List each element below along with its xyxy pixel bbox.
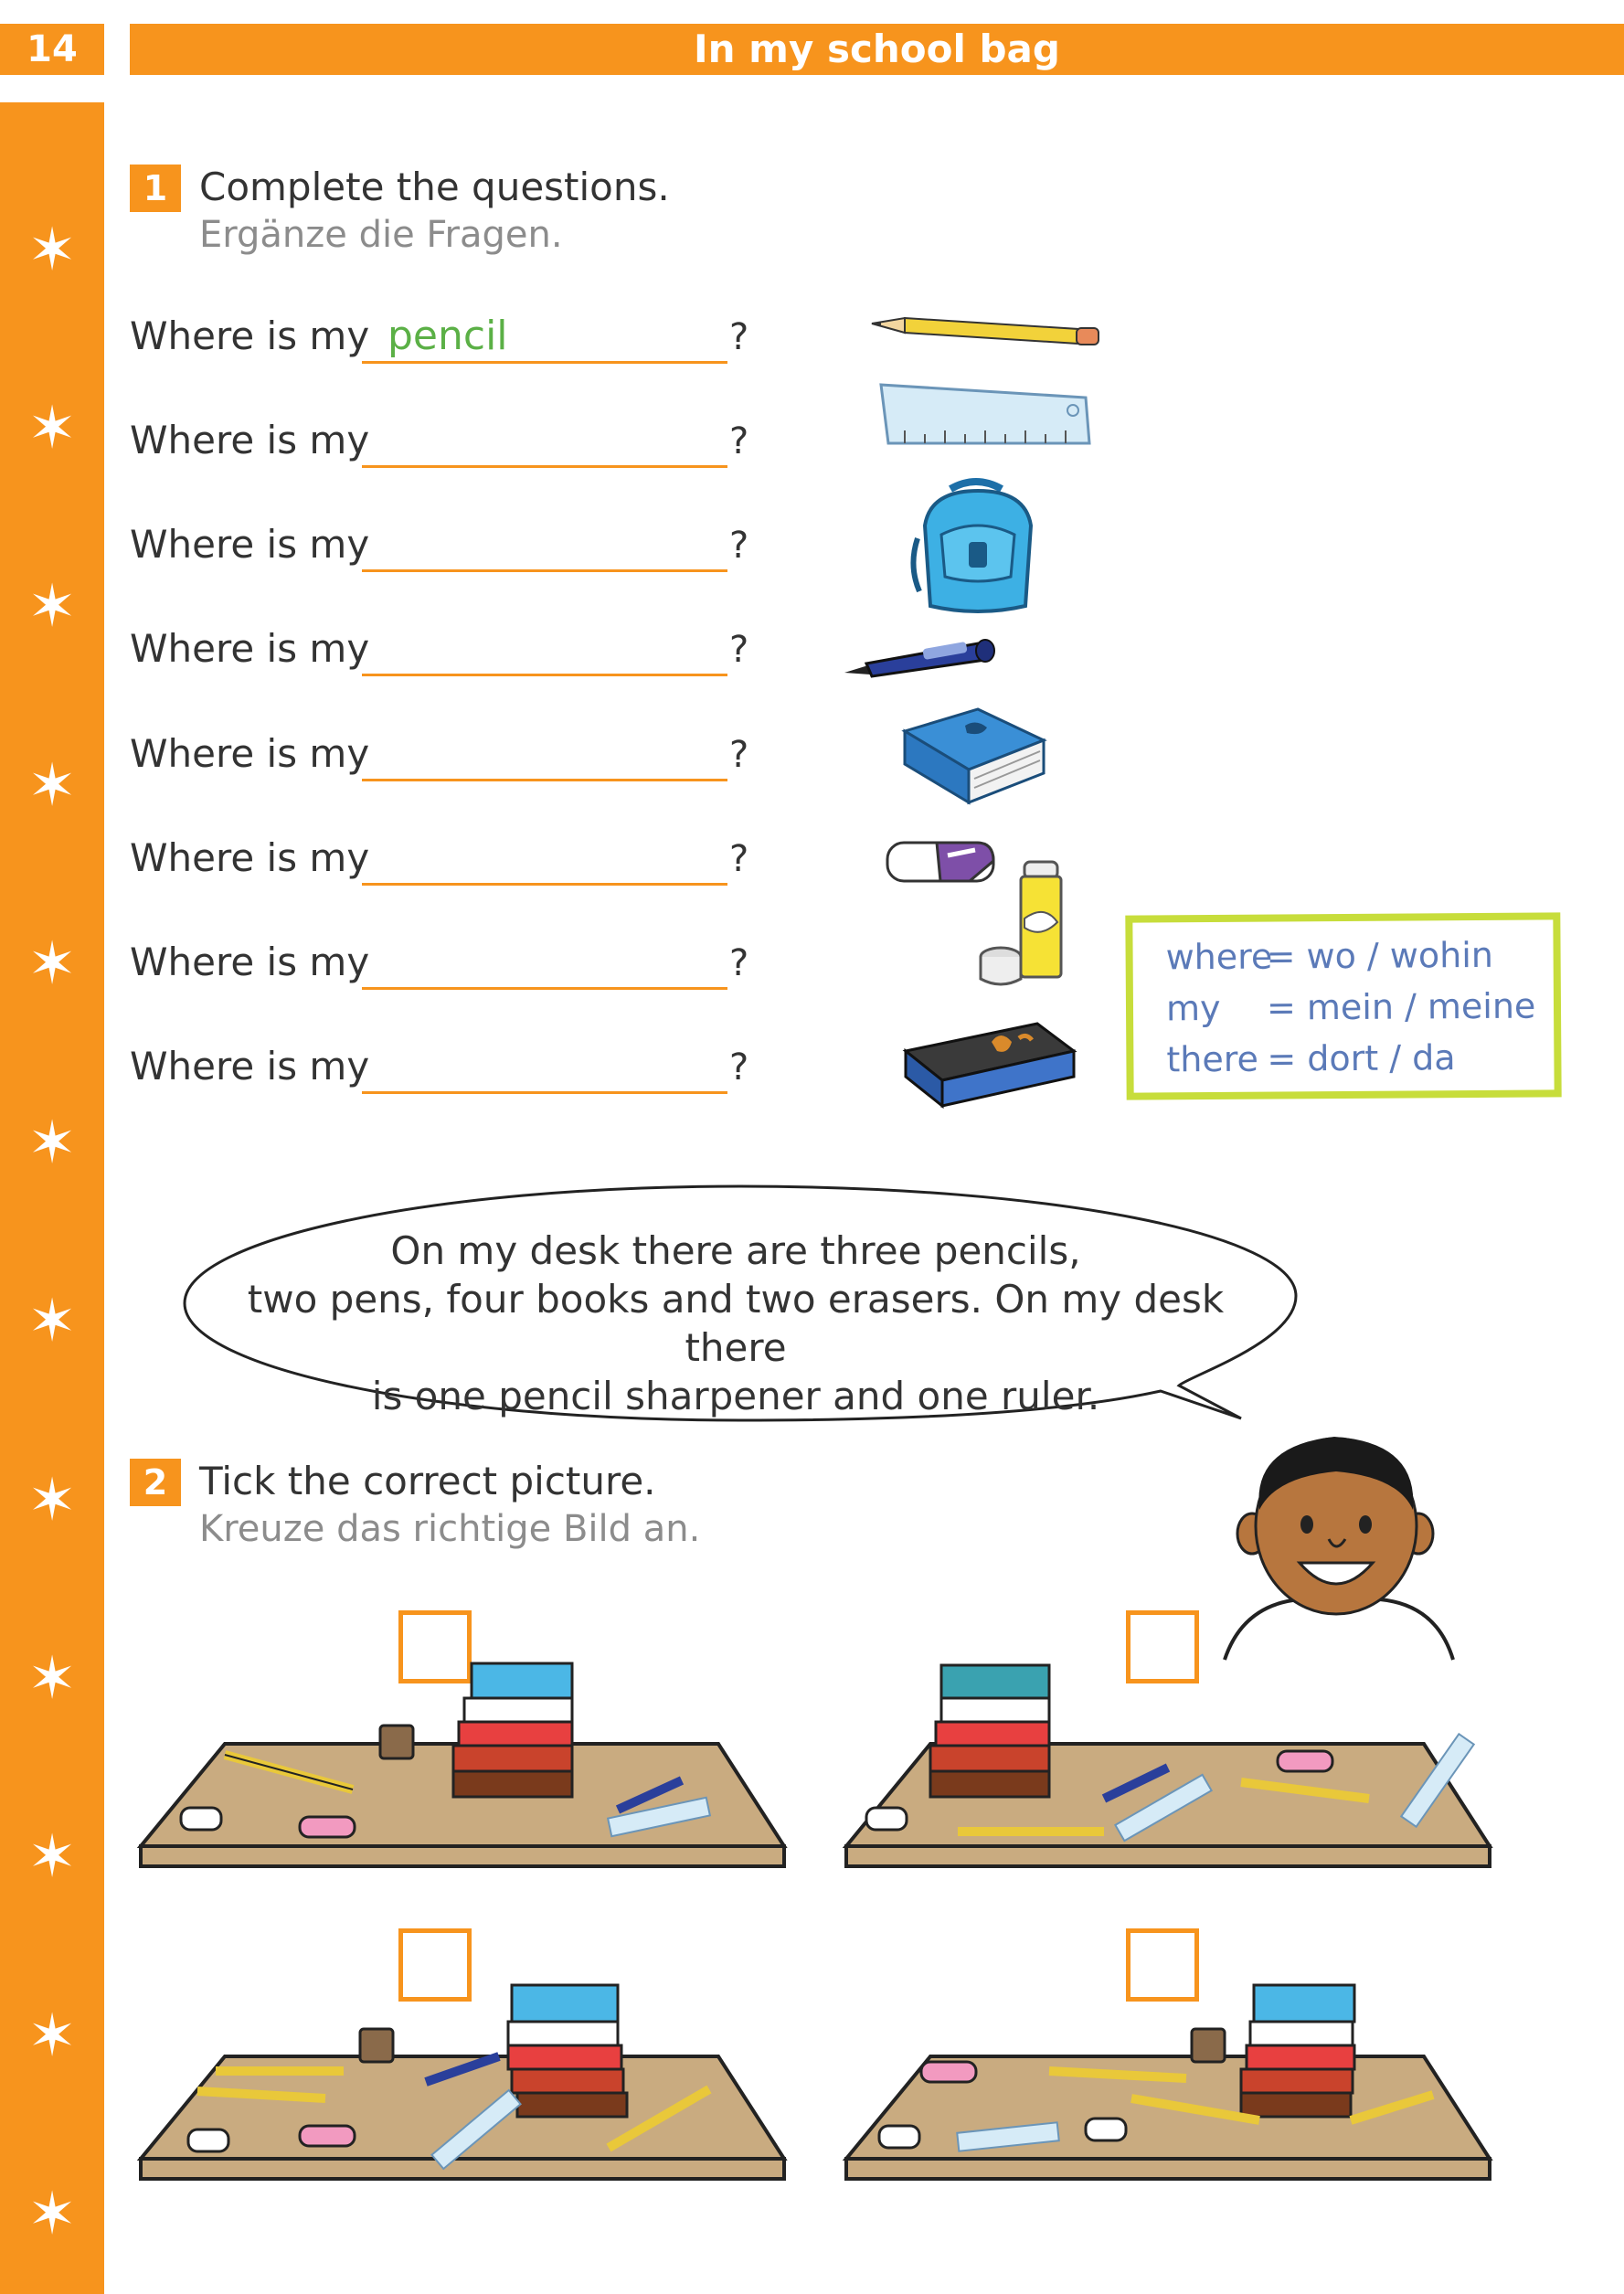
- star-icon: ✶: [27, 1645, 77, 1713]
- question-mark: ?: [729, 942, 749, 984]
- vocabulary-box: [1125, 912, 1561, 1099]
- vocab-translation: = mein / meine: [1266, 985, 1536, 1028]
- speech-line: On my desk there are three pencils,: [390, 1228, 1081, 1273]
- question-mark: ?: [729, 838, 749, 880]
- answer-field[interactable]: [362, 835, 727, 886]
- ruler-icon: [877, 379, 1097, 452]
- star-icon: ✶: [27, 2181, 77, 2248]
- vocab-entry: [1165, 935, 1493, 978]
- question-prefix: Where is my: [130, 835, 370, 880]
- school-bag-icon: [905, 471, 1051, 617]
- stack-of-books: [453, 1663, 572, 1797]
- task-number: 1: [130, 165, 181, 212]
- star-icon: ✶: [27, 1110, 77, 1177]
- book-icon: [896, 704, 1051, 813]
- desk-picture-2: [839, 1652, 1497, 1881]
- desk-picture-3: [133, 1965, 791, 2193]
- question-mark: ?: [729, 734, 749, 776]
- speech-bubble-text: [192, 1227, 1279, 1420]
- speech-line: two pens, four books and two erasers. On my desk there: [247, 1277, 1225, 1370]
- desk-picture-1: [133, 1652, 791, 1881]
- vocab-translation: = dort / da: [1267, 1037, 1456, 1079]
- answer-field[interactable]: [362, 1044, 727, 1094]
- question-prefix: Where is my: [130, 1044, 370, 1089]
- sidebar: [0, 102, 104, 2294]
- question-prefix: Where is my: [130, 522, 370, 567]
- page-title: In my school bag: [130, 24, 1624, 75]
- stack-of-books: [1241, 1985, 1354, 2117]
- question-prefix: Where is my: [130, 626, 370, 671]
- question-prefix: Where is my: [130, 313, 370, 358]
- answer-text: pencil: [387, 313, 508, 359]
- star-icon: ✶: [27, 2002, 77, 2070]
- vocab-word: there: [1166, 1038, 1259, 1080]
- question-mark: ?: [729, 316, 749, 358]
- answer-field[interactable]: [362, 731, 727, 781]
- glue-stick-icon: [973, 855, 1074, 996]
- desk-picture-4: [839, 1965, 1497, 2193]
- star-icon: ✶: [27, 573, 77, 641]
- star-icon: ✶: [27, 1467, 77, 1535]
- vocab-translation: = wo / wohin: [1266, 934, 1494, 977]
- question-prefix: Where is my: [130, 731, 370, 776]
- vocab-entry: [1166, 1037, 1455, 1079]
- question-mark: ?: [729, 420, 749, 462]
- question-mark: ?: [729, 1046, 749, 1089]
- stack-of-books: [930, 1665, 1049, 1797]
- star-icon: ✶: [27, 930, 77, 998]
- vocab-word: my: [1165, 987, 1221, 1029]
- task-instruction-en: Tick the correct picture.: [199, 1459, 656, 1503]
- question-prefix: Where is my: [130, 418, 370, 462]
- task-instruction-de: Ergänze die Fragen.: [199, 214, 563, 256]
- star-icon: ✶: [27, 1288, 77, 1355]
- boy-icon: [1215, 1426, 1462, 1663]
- pencil-case-icon: [900, 1014, 1083, 1115]
- task-number: 2: [130, 1459, 181, 1506]
- stack-of-books: [508, 1985, 627, 2117]
- answer-field[interactable]: [362, 626, 727, 676]
- question-prefix: Where is my: [130, 940, 370, 984]
- answer-field[interactable]: [362, 418, 727, 468]
- page-number: 14: [0, 24, 104, 75]
- star-icon: ✶: [27, 752, 77, 820]
- star-icon: ✶: [27, 395, 77, 462]
- star-icon: ✶: [27, 217, 77, 284]
- pen-icon: [841, 631, 1005, 685]
- question-mark: ?: [729, 525, 749, 567]
- question-mark: ?: [729, 629, 749, 671]
- task-instruction-en: Complete the questions.: [199, 165, 670, 209]
- vocab-entry: [1166, 986, 1536, 1029]
- answer-field[interactable]: [362, 940, 727, 990]
- task-instruction-de: Kreuze das richtige Bild an.: [199, 1508, 701, 1550]
- vocab-word: where: [1165, 936, 1273, 978]
- answer-field[interactable]: [362, 313, 727, 364]
- pencil-icon: [868, 307, 1106, 353]
- answer-field[interactable]: [362, 522, 727, 572]
- star-icon: ✶: [27, 1823, 77, 1891]
- speech-line: is one pencil sharpener and one ruler.: [371, 1374, 1100, 1418]
